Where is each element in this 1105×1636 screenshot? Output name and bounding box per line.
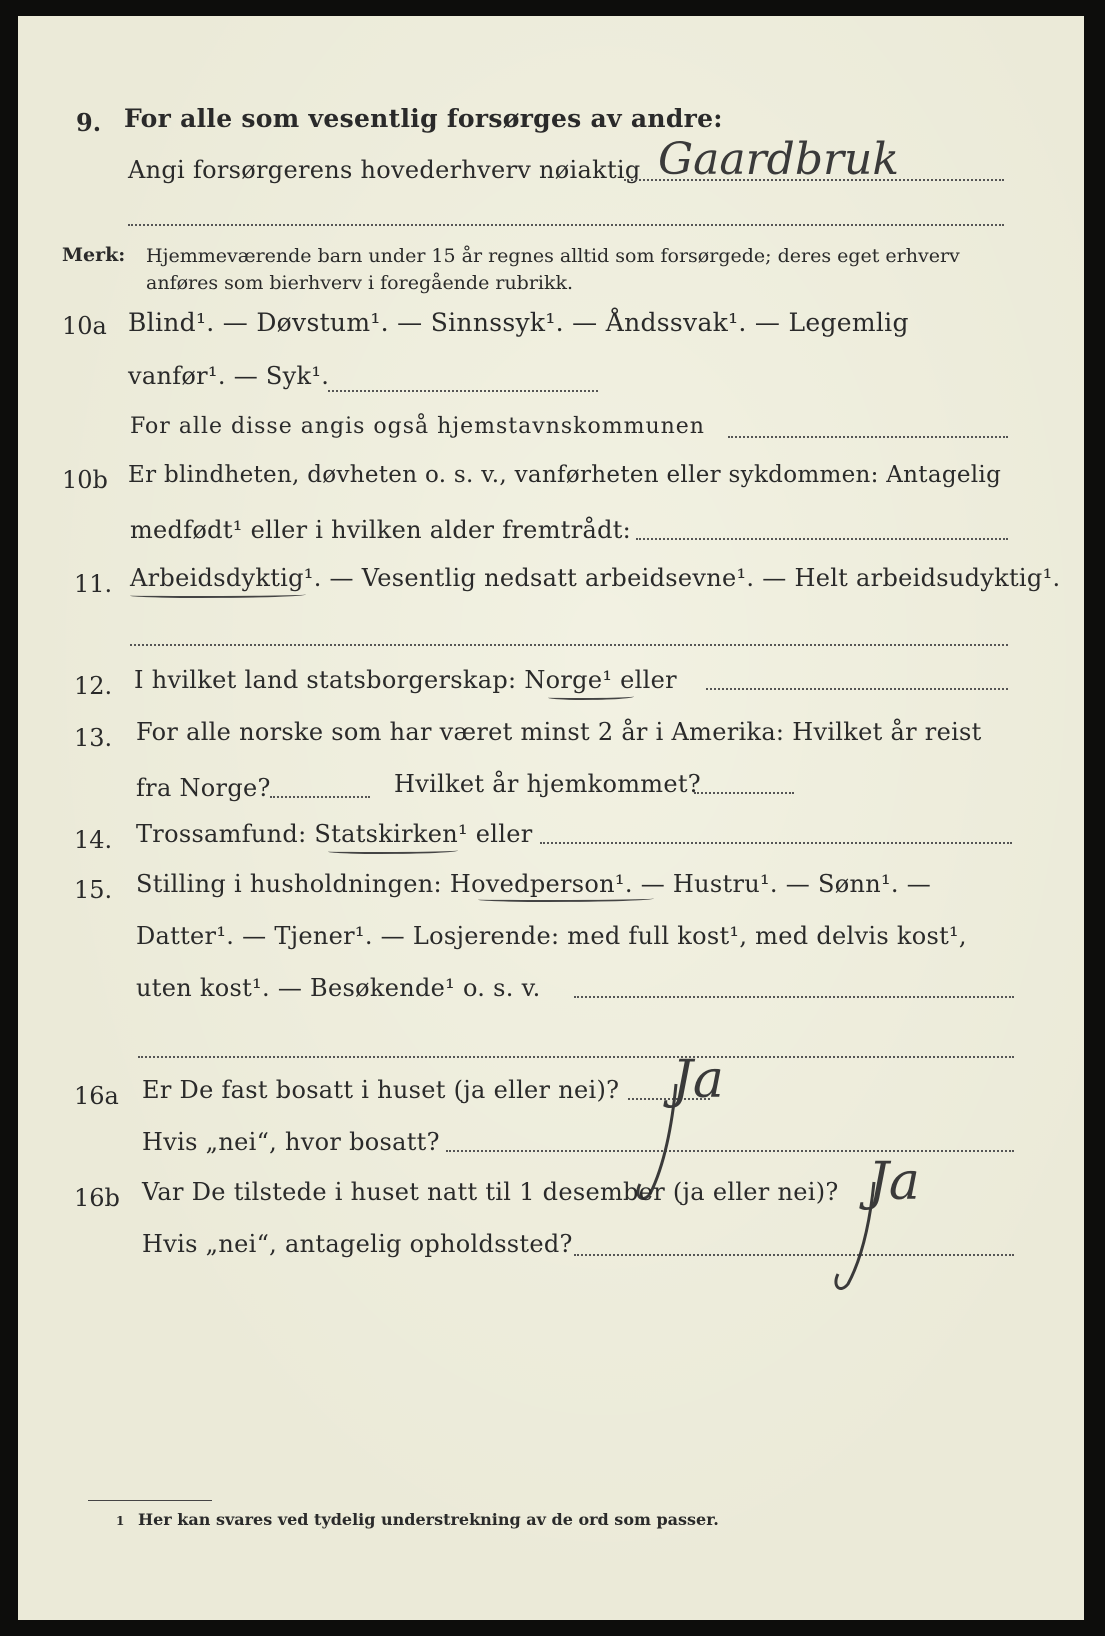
merk-label: Merk: <box>62 244 126 266</box>
q15-answer-line[interactable] <box>574 996 1014 998</box>
q15-line2: Datter¹. — Tjener¹. — Losjerende: med full kost¹, med delvis kost¹, <box>136 922 967 950</box>
q15-extra-line[interactable] <box>138 1056 1014 1058</box>
q16b-number: 16b <box>74 1184 120 1212</box>
q16a-handwritten-answer: Ja <box>672 1050 724 1110</box>
q16a-number: 16a <box>74 1082 119 1110</box>
q12-answer-line[interactable] <box>706 688 1008 690</box>
q16b-answer-stroke <box>826 1176 886 1296</box>
q10a-line2: vanfør¹. — Syk¹. <box>128 362 330 390</box>
q9-number: 9. <box>76 108 102 137</box>
q15-line1: Stilling i husholdningen: Hovedperson¹. — Hustru¹. — Sønn¹. — <box>136 870 932 898</box>
q14-underline-mark <box>328 848 458 854</box>
q13-hjemkommet-line[interactable] <box>694 792 794 794</box>
q16a-line1: Er De fast bosatt i huset (ja eller nei)? <box>142 1076 620 1104</box>
q14-line1: Trossamfund: Statskirken¹ eller <box>136 820 533 848</box>
q11-line1: Arbeidsdyktig¹. — Vesentlig nedsatt arbeidsevne¹. — Helt arbeidsudyktig¹. <box>130 564 1061 592</box>
census-form-page <box>18 16 1084 1620</box>
footnote-mark: 1 <box>116 1514 125 1528</box>
q16b-handwritten-answer: Ja <box>868 1152 920 1212</box>
q13-number: 13. <box>74 724 113 752</box>
q11-extra-line[interactable] <box>130 644 1008 646</box>
q10a-kommune-line[interactable] <box>728 436 1008 438</box>
q15-line3: uten kost¹. — Besøkende¹ o. s. v. <box>136 974 541 1002</box>
q12-underline-mark <box>548 694 634 700</box>
q10a-line1: Blind¹. — Døvstum¹. — Sinnssyk¹. — Åndssvak¹. — Legemlig <box>128 308 909 337</box>
footnote-rule <box>88 1500 212 1501</box>
q10a-answer-line[interactable] <box>328 390 598 392</box>
q11-number: 11. <box>74 570 113 598</box>
footnote-text: Her kan svares ved tydelig understrekning av de ord som passer. <box>138 1510 719 1529</box>
q15-number: 15. <box>74 876 113 904</box>
q16b-answer-line[interactable] <box>574 1254 1014 1256</box>
q13-reist-line[interactable] <box>270 796 370 798</box>
q16b-line2: Hvis „nei“, antagelig opholdssted? <box>142 1230 573 1258</box>
q9-handwritten-answer: Gaardbruk <box>658 134 900 185</box>
q10b-number: 10b <box>62 466 108 494</box>
q13-line1: For alle norske som har været minst 2 år i Amerika: Hvilket år reist <box>136 718 982 746</box>
q14-number: 14. <box>74 826 113 854</box>
q12-line1: I hvilket land statsborgerskap: Norge¹ eller <box>134 666 677 694</box>
q10a-line3: For alle disse angis også hjemstavnskommunen <box>130 414 705 439</box>
merk-line1: Hjemmeværende barn under 15 år regnes alltid som forsørgede; deres eget erhverv <box>146 245 960 267</box>
q10b-line1: Er blindheten, døvheten o. s. v., vanførheten eller sykdommen: Antagelig <box>128 462 1002 488</box>
q9-extra-line[interactable] <box>128 224 1004 226</box>
q10b-line2: medfødt¹ eller i hvilken alder fremtrådt: <box>130 516 632 544</box>
q16a-line2: Hvis „nei“, hvor bosatt? <box>142 1128 440 1156</box>
q16b-line1: Var De tilstede i huset natt til 1 desember (ja eller nei)? <box>142 1178 839 1206</box>
q9-line1: For alle som vesentlig forsørges av andre: <box>124 104 723 133</box>
q11-underline-mark <box>130 592 306 598</box>
q16a-bosatt-line[interactable] <box>446 1150 1014 1152</box>
merk-line2: anføres som bierhverv i foregående rubrikk. <box>146 272 574 294</box>
q12-number: 12. <box>74 672 113 700</box>
q10a-number: 10a <box>62 312 107 340</box>
q9-line2: Angi forsørgerens hovederhverv nøiaktig <box>128 156 641 184</box>
q10b-answer-line[interactable] <box>636 538 1008 540</box>
q15-underline-mark <box>478 896 654 902</box>
q13-line2b: Hvilket år hjemkommet? <box>394 770 701 798</box>
q14-answer-line[interactable] <box>540 842 1012 844</box>
q13-line2a: fra Norge? <box>136 774 271 802</box>
